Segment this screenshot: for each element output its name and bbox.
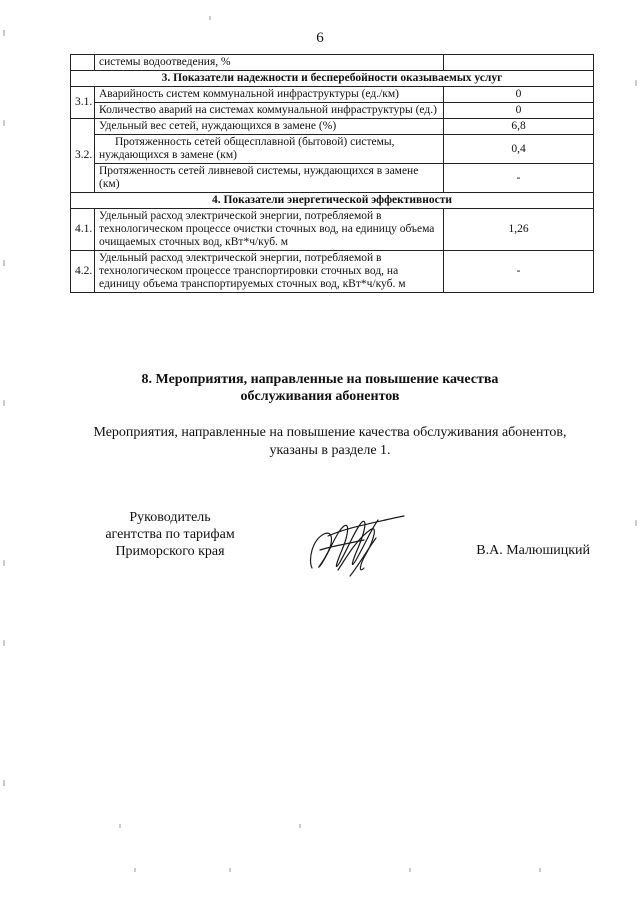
signatory-position-line: агентства по тарифам — [105, 527, 235, 542]
indicators-table — [70, 54, 594, 293]
section-8-heading-line: обслуживания абонентов — [240, 389, 400, 404]
table-row — [71, 87, 594, 103]
indicator-value-cell: 1,26 — [444, 209, 594, 251]
signatory-position-line: Руководитель — [129, 510, 211, 525]
indicator-name-cell: Удельный расход электрической энергии, потребляемой в технологическом процессе очистки сточных вод, на единицу объема очищаемых сточных вод, кВт*ч/куб. м — [95, 209, 444, 251]
section-header-row — [71, 193, 594, 209]
indicator-value-cell: - — [444, 251, 594, 293]
table-row — [71, 119, 594, 135]
row-number-cell: 3.1. — [71, 87, 95, 119]
table-row — [71, 164, 594, 193]
signatory-position-line: Приморского края — [115, 544, 225, 559]
row-number-cell: 4.2. — [71, 251, 95, 293]
page-number: 6 — [316, 30, 324, 46]
indicator-value-cell: 0 — [444, 87, 594, 103]
indicator-name-cell: Аварийность систем коммунальной инфраструктуры (ед./км) — [95, 87, 444, 103]
section-8-heading-line: 8. Мероприятия, направленные на повышение качества — [141, 372, 499, 387]
section-8-body — [64, 424, 596, 460]
table-row — [71, 135, 594, 164]
handwritten-signature — [298, 510, 418, 585]
section-8-body-line: Мероприятия, направленные на повышение качества обслуживания абонентов, — [93, 425, 567, 440]
indicator-name-cell: Удельный расход электрической энергии, потребляемой в технологическом процессе транспортировки сточных вод, на единицу объема транспортируемых сточных вод, кВт*ч/куб. м — [95, 251, 444, 293]
table-row — [71, 55, 594, 71]
section-8-heading — [0, 371, 640, 405]
signatory-position — [70, 509, 270, 560]
indicator-value-cell: 0 — [444, 103, 594, 119]
section-title: 3. Показатели надежности и бесперебойности оказываемых услуг — [71, 71, 594, 87]
indicator-name-cell: Количество аварий на системах коммунальной инфраструктуры (ед.) — [95, 103, 444, 119]
table-row — [71, 209, 594, 251]
row-number-cell: 3.2. — [71, 119, 95, 193]
section-header-row — [71, 71, 594, 87]
row-number-cell: 4.1. — [71, 209, 95, 251]
signer-name: В.А. Малюшицкий — [476, 543, 590, 558]
indicator-name-cell: Протяженность сетей ливневой системы, нуждающихся в замене (км) — [95, 164, 444, 193]
indicator-name-cell: Удельный вес сетей, нуждающихся в замене (%) — [95, 119, 444, 135]
row-number-cell — [71, 55, 95, 71]
indicator-value-cell — [444, 55, 594, 71]
section-8-body-line: указаны в разделе 1. — [269, 443, 391, 458]
indicator-value-cell: - — [444, 164, 594, 193]
indicator-value-cell: 6,8 — [444, 119, 594, 135]
section-title: 4. Показатели энергетической эффективности — [71, 193, 594, 209]
indicator-value-cell: 0,4 — [444, 135, 594, 164]
indicator-name-cell: системы водоотведения, % — [95, 55, 444, 71]
table-row — [71, 103, 594, 119]
table-row — [71, 251, 594, 293]
indicator-name-cell: Протяженность сетей общесплавной (бытовой) системы, нуждающихся в замене (км) — [95, 135, 444, 164]
